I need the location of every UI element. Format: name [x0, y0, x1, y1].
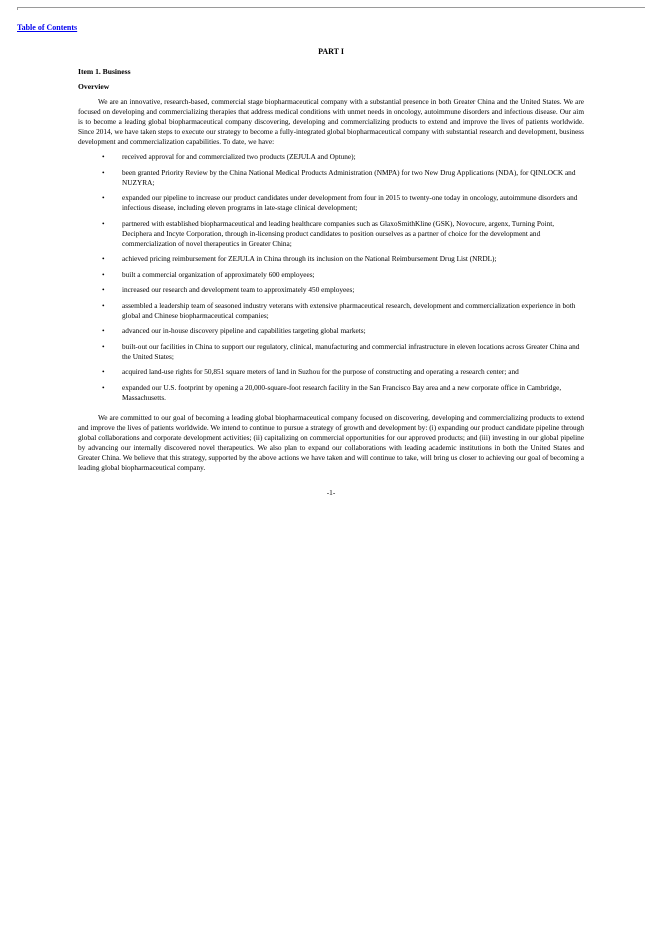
list-item: [78, 168, 584, 188]
accomplishments-list: [78, 152, 584, 403]
table-of-contents-link[interactable]: Table of Contents: [17, 23, 78, 32]
list-item-text: built a commercial organization of approximately 600 employees;: [122, 269, 315, 279]
bullet-icon: •: [102, 300, 105, 310]
item-heading: Item 1. Business: [78, 67, 131, 76]
bullet-icon: •: [102, 382, 105, 392]
list-item-text: expanded our U.S. footprint by opening a 20,000-square-foot research facility in the San Francisco Bay area and a new corporate office in Cambridge, Massachusetts.: [122, 382, 562, 402]
list-item-text: received approval for and commercialized two products (ZEJULA and Optune);: [122, 152, 356, 161]
list-item-text: achieved pricing reimbursement for ZEJULA in China through its inclusion on the National Reimbursement Drug List (NRDL);: [122, 254, 497, 263]
bullet-icon: •: [102, 152, 105, 161]
list-item: [78, 342, 584, 362]
list-item-text: increased our research and development team to approximately 450 employees;: [122, 285, 355, 294]
list-item-text: expanded our pipeline to increase our product candidates under development from four in 2015 to twenty-one today in oncology, autoimmune disorders and infectious disease, including eleven programs in late-stage clinical development;: [122, 193, 578, 212]
closing-paragraph: We are committed to our goal of becoming a leading global biopharmaceutical company focused on discovering, developing and commercializing products to extend and improve the lives of patients worldwide. We intend to continue to pursue a strategy of growth and development by: (i) expanding our product candidate pipeline through global collaborations and corporate development activities; (ii) capitalizing on commercial opportunities for our approved products; and (iii) investing in our global pipeline by advancing our internally discovered novel therapeutics. We also plan to expand our collaborations with leading academic institutions in both the United States and Greater China. We believe that this strategy, supported by the above actions we have taken and will continue to take, will bring us closer to achieving our goal of becoming a leading global biopharmaceutical company.: [78, 412, 584, 472]
bullet-icon: •: [102, 285, 105, 294]
bullet-icon: •: [102, 254, 105, 263]
list-item: [78, 383, 584, 403]
bullet-icon: •: [102, 269, 105, 279]
list-item: [78, 193, 584, 213]
intro-paragraph: We are an innovative, research-based, commercial stage biopharmaceutical company with a substantial presence in both Greater China and the United States. We are focused on developing and commercializing therapies that address medical conditions with unmet needs in oncology, autoimmune disorders and infectious disease. Our aim is to become a leading global biopharmaceutical company discovering, developing and commercializing products to extend and improve the lives of patients worldwide. Since 2014, we have taken steps to execute our strategy to become a fully-integrated global biopharmaceutical company with substantial research and development, business development and commercialization capabilities. To date, we have:: [78, 97, 584, 146]
document-body: [78, 67, 584, 473]
list-item: [78, 367, 584, 377]
list-item-text: acquired land-use rights for 50,851 square meters of land in Suzhou for the purpose of constructing and operating a research center; and: [122, 367, 519, 376]
overview-heading: Overview: [78, 82, 110, 91]
bullet-icon: •: [102, 167, 105, 177]
bullet-icon: •: [102, 193, 105, 202]
list-item: [78, 254, 584, 264]
list-item: [78, 270, 584, 280]
list-item-text: assembled a leadership team of seasoned industry veterans with extensive pharmaceutical research, development and commercialization experience in both global and Chinese biopharmaceutical companies;: [122, 300, 576, 320]
list-item: [78, 326, 584, 336]
list-item-text: built-out our facilities in China to support our regulatory, clinical, manufacturing and commercial infrastructure in eleven locations across Greater China and the United States;: [122, 341, 580, 361]
part-title: PART I: [318, 47, 344, 56]
bullet-icon: •: [102, 218, 105, 228]
list-item-text: been granted Priority Review by the China National Medical Products Administration (NMPA) for two New Drug Applications (NDA), for QINLOCK and NUZYRA;: [122, 167, 576, 187]
bullet-icon: •: [102, 326, 105, 335]
bullet-icon: •: [102, 341, 105, 351]
bullet-icon: •: [102, 367, 105, 376]
list-item-text: advanced our in-house discovery pipeline and capabilities targeting global markets;: [122, 326, 366, 335]
top-rule-corner: [17, 7, 18, 10]
list-item: [78, 219, 584, 249]
top-horizontal-rule: [17, 7, 645, 8]
list-item: [78, 285, 584, 295]
list-item: [78, 152, 584, 162]
list-item-text: partnered with established biopharmaceutical and leading healthcare companies such as GlaxoSmithKline (GSK), Novocure, argenx, Turning Point, Deciphera and Incyte Corporation, through in-licensing product candidates to position ourselves as a partner of choice for the development and commercialization of novel therapeutics in Greater China;: [122, 218, 555, 248]
list-item: [78, 301, 584, 321]
page-number: -1-: [326, 488, 336, 497]
